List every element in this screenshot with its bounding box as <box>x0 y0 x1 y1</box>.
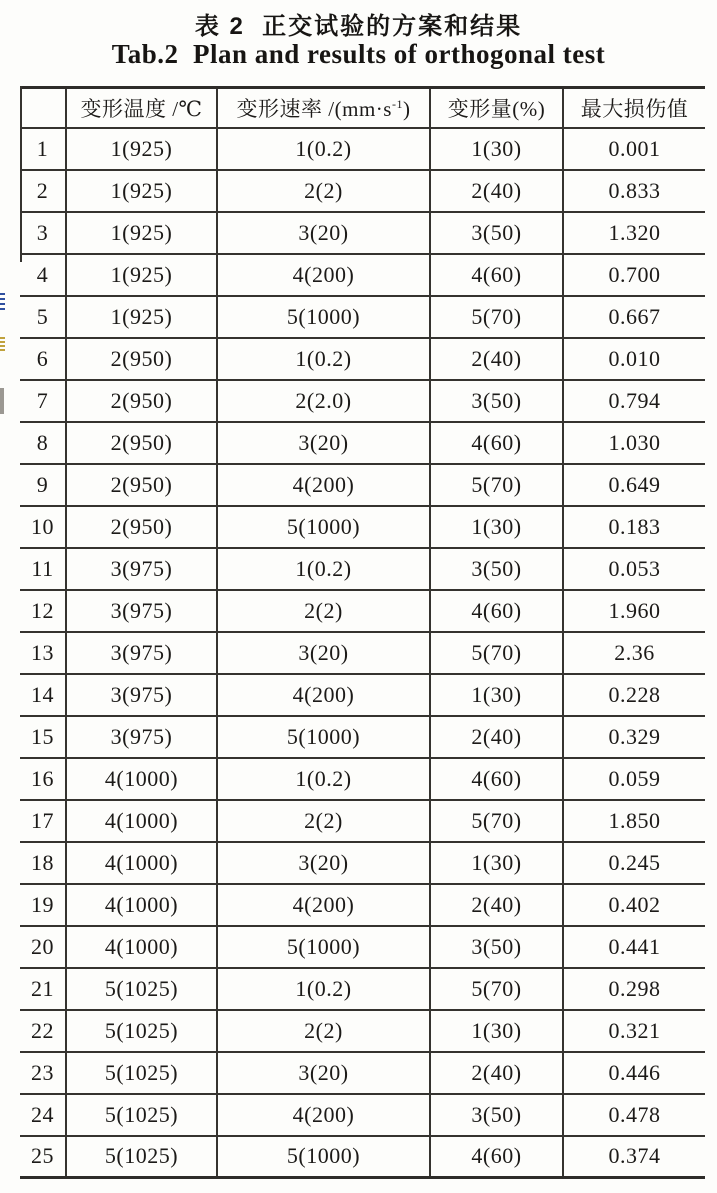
cell-deformation_amount: 3(50) <box>430 1094 563 1136</box>
cell-run_no: 8 <box>20 422 66 464</box>
table-row <box>20 1136 705 1178</box>
rate-unit-suffix: ) <box>402 96 411 121</box>
scan-artifact <box>0 293 5 313</box>
header-cell-deformation-amount: 变形量(%) <box>430 88 563 128</box>
cell-deformation_rate: 4(200) <box>217 884 430 926</box>
cell-max_damage_value: 0.441 <box>563 926 705 968</box>
table-row <box>20 338 705 380</box>
cell-deformation_temperature: 2(950) <box>66 506 217 548</box>
cell-run_no: 9 <box>20 464 66 506</box>
table-row <box>20 758 705 800</box>
table-row <box>20 842 705 884</box>
cell-deformation_rate: 1(0.2) <box>217 338 430 380</box>
header-cell-run-no <box>20 88 66 128</box>
table-row <box>20 968 705 1010</box>
cell-deformation_amount: 5(70) <box>430 632 563 674</box>
cell-run_no: 11 <box>20 548 66 590</box>
cell-deformation_rate: 3(20) <box>217 632 430 674</box>
cell-deformation_temperature: 4(1000) <box>66 926 217 968</box>
table-row <box>20 674 705 716</box>
cell-run_no: 16 <box>20 758 66 800</box>
cell-max_damage_value: 0.001 <box>563 128 705 170</box>
table-row <box>20 800 705 842</box>
cell-deformation_amount: 1(30) <box>430 674 563 716</box>
cell-deformation_temperature: 5(1025) <box>66 1094 217 1136</box>
cell-deformation_temperature: 4(1000) <box>66 758 217 800</box>
cell-deformation_rate: 4(200) <box>217 464 430 506</box>
table-header-row <box>20 88 705 128</box>
cell-deformation_amount: 2(40) <box>430 716 563 758</box>
cell-max_damage_value: 0.374 <box>563 1136 705 1178</box>
cell-max_damage_value: 0.329 <box>563 716 705 758</box>
cell-deformation_amount: 4(60) <box>430 422 563 464</box>
cell-run_no: 12 <box>20 590 66 632</box>
cell-deformation_amount: 5(70) <box>430 464 563 506</box>
cell-deformation_temperature: 2(950) <box>66 422 217 464</box>
cell-max_damage_value: 0.228 <box>563 674 705 716</box>
cell-deformation_rate: 3(20) <box>217 1052 430 1094</box>
table-row <box>20 716 705 758</box>
cell-deformation_temperature: 5(1025) <box>66 968 217 1010</box>
table-row <box>20 1052 705 1094</box>
cell-max_damage_value: 1.320 <box>563 212 705 254</box>
cell-run_no: 22 <box>20 1010 66 1052</box>
cell-deformation_temperature: 1(925) <box>66 170 217 212</box>
cell-run_no: 18 <box>20 842 66 884</box>
table-row <box>20 1094 705 1136</box>
cell-max_damage_value: 0.321 <box>563 1010 705 1052</box>
scan-artifact <box>0 337 5 353</box>
cell-deformation_amount: 5(70) <box>430 968 563 1010</box>
cell-deformation_rate: 3(20) <box>217 212 430 254</box>
cell-run_no: 20 <box>20 926 66 968</box>
cell-deformation_amount: 1(30) <box>430 128 563 170</box>
cell-deformation_rate: 4(200) <box>217 674 430 716</box>
header-cell-deformation-temperature: 变形温度 /℃ <box>66 88 217 128</box>
cell-deformation_temperature: 5(1025) <box>66 1010 217 1052</box>
cell-deformation_temperature: 3(975) <box>66 548 217 590</box>
table-title-english: Tab.2 Plan and results of orthogonal test <box>111 39 606 69</box>
cell-run_no: 25 <box>20 1136 66 1178</box>
cell-deformation_amount: 5(70) <box>430 800 563 842</box>
cell-run_no: 14 <box>20 674 66 716</box>
cell-deformation_rate: 5(1000) <box>217 716 430 758</box>
table-row <box>20 590 705 632</box>
cell-deformation_rate: 2(2.0) <box>217 380 430 422</box>
cell-deformation_amount: 3(50) <box>430 380 563 422</box>
cell-deformation_temperature: 4(1000) <box>66 800 217 842</box>
cell-deformation_amount: 4(60) <box>430 758 563 800</box>
cell-deformation_rate: 3(20) <box>217 842 430 884</box>
scan-artifact <box>0 388 4 414</box>
cell-run_no: 21 <box>20 968 66 1010</box>
cell-max_damage_value: 0.245 <box>563 842 705 884</box>
cell-run_no: 6 <box>20 338 66 380</box>
cell-deformation_rate: 5(1000) <box>217 926 430 968</box>
cell-deformation_amount: 2(40) <box>430 338 563 380</box>
cell-run_no: 17 <box>20 800 66 842</box>
table-row <box>20 1010 705 1052</box>
rate-unit-exponent: -1 <box>391 96 403 111</box>
cell-deformation_amount: 4(60) <box>430 1136 563 1178</box>
cell-deformation_amount: 4(60) <box>430 254 563 296</box>
cell-run_no: 4 <box>20 254 66 296</box>
cell-deformation_amount: 1(30) <box>430 1010 563 1052</box>
cell-max_damage_value: 0.446 <box>563 1052 705 1094</box>
table-row <box>20 170 705 212</box>
table-body <box>20 128 705 1178</box>
cell-deformation_rate: 5(1000) <box>217 506 430 548</box>
table-row <box>20 506 705 548</box>
table-row <box>20 548 705 590</box>
cell-max_damage_value: 0.053 <box>563 548 705 590</box>
cell-max_damage_value: 0.478 <box>563 1094 705 1136</box>
table-row <box>20 632 705 674</box>
cell-deformation_temperature: 4(1000) <box>66 884 217 926</box>
table-row <box>20 884 705 926</box>
cell-max_damage_value: 0.700 <box>563 254 705 296</box>
cell-max_damage_value: 0.833 <box>563 170 705 212</box>
cell-run_no: 15 <box>20 716 66 758</box>
cell-run_no: 19 <box>20 884 66 926</box>
orthogonal-test-table <box>20 86 705 1179</box>
cell-deformation_rate: 2(2) <box>217 800 430 842</box>
cell-deformation_rate: 5(1000) <box>217 1136 430 1178</box>
cell-deformation_temperature: 2(950) <box>66 338 217 380</box>
cell-run_no: 7 <box>20 380 66 422</box>
cell-max_damage_value: 0.059 <box>563 758 705 800</box>
cell-max_damage_value: 0.183 <box>563 506 705 548</box>
cell-deformation_amount: 2(40) <box>430 1052 563 1094</box>
cell-deformation_amount: 3(50) <box>430 548 563 590</box>
cell-deformation_temperature: 2(950) <box>66 380 217 422</box>
table-row <box>20 926 705 968</box>
cell-deformation_temperature: 3(975) <box>66 674 217 716</box>
cell-max_damage_value: 0.667 <box>563 296 705 338</box>
cell-max_damage_value: 0.649 <box>563 464 705 506</box>
cell-run_no: 13 <box>20 632 66 674</box>
table-left-rule-fragment <box>20 86 22 262</box>
cell-deformation_rate: 4(200) <box>217 1094 430 1136</box>
cell-deformation_rate: 1(0.2) <box>217 128 430 170</box>
rate-unit-prefix: 变形速率 /(mm·s <box>236 96 392 121</box>
table-row <box>20 464 705 506</box>
cell-deformation_temperature: 2(950) <box>66 464 217 506</box>
table-row <box>20 212 705 254</box>
cell-deformation_temperature: 1(925) <box>66 296 217 338</box>
cell-deformation_rate: 5(1000) <box>217 296 430 338</box>
cell-max_damage_value: 0.794 <box>563 380 705 422</box>
cell-max_damage_value: 0.402 <box>563 884 705 926</box>
cell-run_no: 10 <box>20 506 66 548</box>
table-row <box>20 254 705 296</box>
cell-deformation_temperature: 1(925) <box>66 254 217 296</box>
header-cell-deformation-rate <box>217 88 430 128</box>
cell-deformation_amount: 3(50) <box>430 926 563 968</box>
cell-deformation_temperature: 1(925) <box>66 212 217 254</box>
cell-deformation_rate: 1(0.2) <box>217 968 430 1010</box>
cell-deformation_rate: 3(20) <box>217 422 430 464</box>
cell-deformation_temperature: 5(1025) <box>66 1052 217 1094</box>
cell-deformation_amount: 3(50) <box>430 212 563 254</box>
table-row <box>20 128 705 170</box>
cell-run_no: 1 <box>20 128 66 170</box>
cell-deformation_amount: 1(30) <box>430 506 563 548</box>
cell-deformation_temperature: 4(1000) <box>66 842 217 884</box>
cell-deformation_temperature: 5(1025) <box>66 1136 217 1178</box>
cell-deformation_amount: 2(40) <box>430 170 563 212</box>
cell-deformation_temperature: 3(975) <box>66 716 217 758</box>
cell-deformation_temperature: 1(925) <box>66 128 217 170</box>
cell-run_no: 3 <box>20 212 66 254</box>
cell-max_damage_value: 2.36 <box>563 632 705 674</box>
cell-run_no: 23 <box>20 1052 66 1094</box>
cell-max_damage_value: 1.850 <box>563 800 705 842</box>
cell-run_no: 24 <box>20 1094 66 1136</box>
cell-deformation_rate: 1(0.2) <box>217 548 430 590</box>
cell-deformation_amount: 2(40) <box>430 884 563 926</box>
cell-deformation_rate: 1(0.2) <box>217 758 430 800</box>
cell-deformation_amount: 5(70) <box>430 296 563 338</box>
cell-deformation_temperature: 3(975) <box>66 632 217 674</box>
header-cell-max-damage-value: 最大损伤值 <box>563 88 705 128</box>
table-row <box>20 296 705 338</box>
cell-run_no: 5 <box>20 296 66 338</box>
cell-deformation_temperature: 3(975) <box>66 590 217 632</box>
cell-max_damage_value: 0.298 <box>563 968 705 1010</box>
cell-deformation_rate: 4(200) <box>217 254 430 296</box>
cell-max_damage_value: 1.030 <box>563 422 705 464</box>
cell-deformation_rate: 2(2) <box>217 590 430 632</box>
cell-max_damage_value: 0.010 <box>563 338 705 380</box>
cell-deformation_rate: 2(2) <box>217 170 430 212</box>
table-row <box>20 422 705 464</box>
table-title-chinese: 表 2 正交试验的方案和结果 <box>194 13 523 40</box>
cell-deformation_amount: 1(30) <box>430 842 563 884</box>
cell-deformation_rate: 2(2) <box>217 1010 430 1052</box>
cell-max_damage_value: 1.960 <box>563 590 705 632</box>
cell-run_no: 2 <box>20 170 66 212</box>
cell-deformation_amount: 4(60) <box>430 590 563 632</box>
table-row <box>20 380 705 422</box>
